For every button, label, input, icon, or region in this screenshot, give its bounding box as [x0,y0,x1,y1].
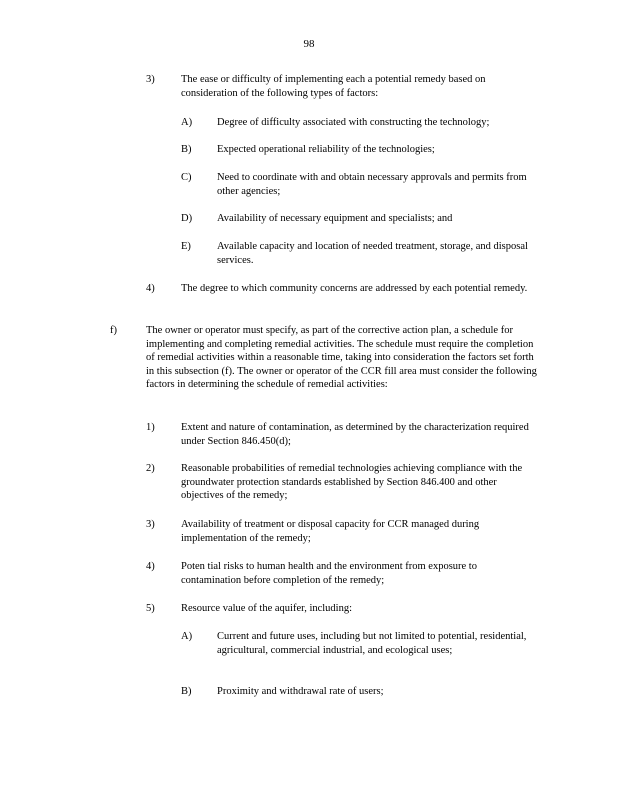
item-label: C) [181,172,192,183]
item-label: A) [181,631,193,642]
item-label: 1) [146,422,155,433]
item-label: A) [181,117,193,128]
item-text: Availability of necessary equipment and specialists; and [217,213,453,224]
item-label: 4) [146,283,155,294]
section-label: f) [110,325,117,336]
section-text: The owner or operator must specify, as part of the corrective action plan, a schedule for implementing and completing remedial activities. The schedule must require the completion of remedial activities within a reasonable time, taking into consideration the factors set forth in this subsection (f). The owner or operator of the CCR fill area must consider the following factors in determining the schedule of remedial activities: [146,325,537,390]
item-text: Degree of difficulty associated with constructing the technology; [217,117,490,128]
item-text: Reasonable probabilities of remedial technologies achieving compliance with the groundwater protection standards established by Section 846.400 and other objectives of the remedy; [181,463,523,501]
item-text: Poten tial risks to human health and the environment from exposure to contamination before completion of the remedy; [181,561,477,586]
item-text: Proximity and withdrawal rate of users; [217,686,384,697]
item-label: 2) [146,463,155,474]
item-label: 4) [146,561,155,572]
item-label: B) [181,686,192,697]
item-text: Need to coordinate with and obtain necessary approvals and permits from other agencies; [217,172,527,197]
item-label: D) [181,213,193,224]
item-text: Availability of treatment or disposal capacity for CCR managed during implementation of the remedy; [181,519,480,544]
item-label: 3) [146,519,155,530]
item-text: Expected operational reliability of the technologies; [217,144,435,155]
item-label: 5) [146,603,155,614]
item-label: E) [181,241,191,252]
item-text: The degree to which community concerns are addressed by each potential remedy. [181,283,528,294]
item-text: Current and future uses, including but not limited to potential, residential, agricultural, commercial industrial, and ecological uses; [217,631,527,656]
item-text: Available capacity and location of needed treatment, storage, and disposal services. [217,241,528,266]
item-text: Extent and nature of contamination, as determined by the characterization required under Section 846.450(d); [181,422,529,447]
item-label: B) [181,144,192,155]
item-label: 3) [146,74,155,85]
item-text: Resource value of the aquifer, including: [181,603,353,614]
item-text: The ease or difficulty of implementing each a potential remedy based on consideration of the following types of factors: [181,74,486,99]
page-number: 98 [303,38,315,50]
